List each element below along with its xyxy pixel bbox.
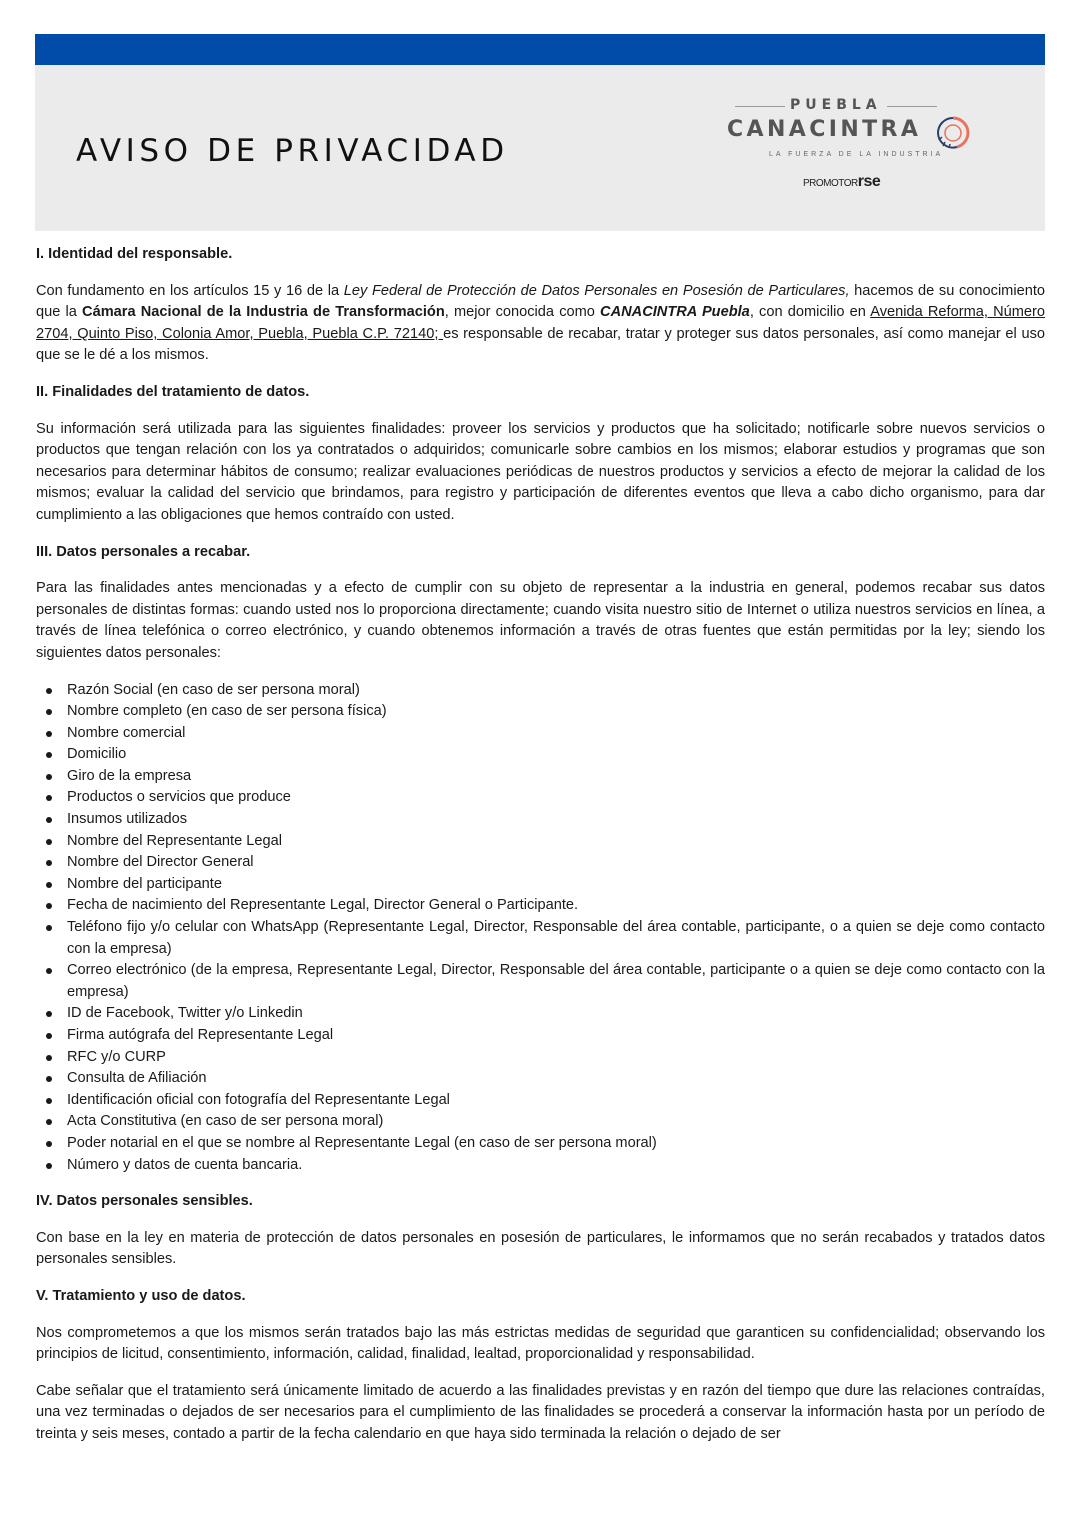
section-heading: V. Tratamiento y uso de datos. [36,1287,246,1304]
list-item-text: RFC y/o CURP [67,1048,166,1065]
bullet-icon [46,882,52,888]
list-item [36,1003,1045,1025]
bullet-icon [46,1076,52,1082]
list-item [36,766,1045,788]
bullet-icon [46,774,52,780]
header-accent-bar [35,34,1045,65]
bullet-icon [46,795,52,801]
bullet-icon [46,1119,52,1125]
bullet-icon [46,860,52,866]
list-item [36,1047,1045,1069]
paragraph: Con base en la ley en materia de protección de datos personales en posesión de particulares, le informamos que no serán recabados y tratados datos personales sensibles. [36,1229,1045,1268]
page-title: AVISO DE PRIVACIDAD [76,133,509,169]
list-item [36,680,1045,702]
address: Avenida Reforma, Número 2704, Quinto Piso, Colonia Amor, Puebla, Puebla C.P. 72140; [36,304,1045,342]
document-header [35,65,1045,231]
document-body [36,244,1045,1461]
list-item-text: Identificación oficial con fotografía del Representante Legal [67,1091,450,1108]
list-item-text: Nombre completo (en caso de ser persona física) [67,703,387,720]
section-heading: II. Finalidades del tratamiento de datos. [36,383,310,400]
paragraph: Para las finalidades antes mencionadas y a efecto de cumplir con su objeto de representar a la industria en general, podemos recabar sus datos personales de distintas formas: cuando usted nos lo proporciona directamente; cuando visita nuestro sitio de Internet o utiliza nuestros servicios en línea, a través de línea telefónica o correo electrónico, y cuando obtenemos información a través de otras fuentes que están permitidas por la ley; siendo los siguientes datos personales: [36,580,1045,661]
bullet-icon [46,817,52,823]
list-item [36,1133,1045,1155]
list-item [36,895,1045,917]
list-item-text: Teléfono fijo y/o celular con WhatsApp (Representante Legal, Director, Responsable del área contable, participante, o a quien se deje como contacto con la empresa) [67,919,1045,957]
logo-tagline: LA FUERZA DE LA INDUSTRIA [769,151,944,158]
text-run: es responsable de recabar, tratar y proteger sus datos personales, así como manejar el uso que se le dé a los mismos. [36,325,1046,364]
text-run: hacemos de su conocimiento que la [36,282,1045,321]
list-item [36,874,1045,896]
list-item-text: Número y datos de cuenta bancaria. [67,1156,303,1173]
promotor-prefix: PROMOTOR [803,178,858,189]
list-item [36,1090,1045,1112]
list-item [36,744,1045,766]
list-item [36,1155,1045,1177]
paragraph [36,281,1045,367]
list-item-text: ID de Facebook, Twitter y/o Linkedin [67,1005,303,1022]
list-item-text: Correo electrónico (de la empresa, Representante Legal, Director, Responsable del área contable, participante o a quien se deje como contacto con la empresa) [67,962,1045,1000]
bullet-icon [46,709,52,715]
paragraph: Cabe señalar que el tratamiento será únicamente limitado de acuerdo a las finalidades previstas y en razón del tiempo que dure las relaciones contraídas, una vez terminadas o dejados de ser necesarios para el cumplimiento de las finalidades se procederá a conservar la información hasta por un período de treinta y seis meses, contado a partir de la fecha calendario en que haya sido terminada la relación o dejado de ser [36,1382,1045,1442]
list-item-text: Consulta de Afiliación [67,1070,207,1087]
list-item-text: Fecha de nacimiento del Representante Legal, Director General o Participante. [67,897,579,914]
list-item [36,1025,1045,1047]
list-item-text: Nombre comercial [67,724,186,741]
list-item-text: Acta Constitutiva (en caso de ser persona moral) [67,1113,384,1130]
list-item [36,723,1045,745]
section-datos-sensibles [36,1191,1045,1271]
list-item [36,831,1045,853]
logo-rule-right [887,106,937,107]
list-item-text: Poder notarial en el que se nombre al Representante Legal (en caso de ser persona moral) [67,1134,657,1151]
list-item-text: Nombre del participante [67,875,222,892]
paragraph: Nos comprometemos a que los mismos serán tratados bajo las más estrictas medidas de seguridad que garanticen su confidencialidad; observando los principios de licitud, consentimiento, información, calidad, finalidad, lealtad, proporcionalidad y responsabilidad. [36,1324,1045,1363]
section-finalidades [36,382,1045,527]
list-item [36,960,1045,1003]
text-run: , con domicilio en [749,304,871,321]
list-item [36,809,1045,831]
section-heading: I. Identidad del responsable. [36,246,233,262]
list-item [36,917,1045,960]
bullet-icon [46,731,52,737]
section-tratamiento [36,1286,1045,1446]
promotor-suffix: rse [857,173,881,190]
canacintra-logo [725,95,975,205]
bullet-icon [46,1098,52,1104]
bullet-icon [46,752,52,758]
section-identidad [36,244,1045,367]
section-heading: III. Datos personales a recabar. [36,543,251,560]
list-item [36,787,1045,809]
bullet-icon [46,968,52,974]
gear-emblem-icon [935,115,971,151]
list-item [36,701,1045,723]
logo-puebla-text: PUEBLA [790,97,882,113]
list-item [36,1111,1045,1133]
list-item-text: Productos o servicios que produce [67,789,291,806]
list-item [36,852,1045,874]
organization-short-name: CANACINTRA Puebla [600,304,750,321]
list-item-text: Nombre del Representante Legal [67,832,282,849]
section-datos-recabar [36,542,1045,1177]
bullet-icon [46,1163,52,1169]
logo-name-text: CANACINTRA [727,117,922,142]
list-item-text: Razón Social (en caso de ser persona moral) [67,681,360,698]
bullet-icon [46,688,52,694]
law-name: Ley Federal de Protección de Datos Personales en Posesión de Particulares, [343,282,850,299]
text-run: Con fundamento en los artículos 15 y 16 de la [36,282,344,299]
list-item-text: Nombre del Director General [67,854,254,871]
list-item-text: Giro de la empresa [67,767,192,784]
personal-data-list [36,680,1045,1177]
section-heading: IV. Datos personales sensibles. [36,1193,253,1210]
bullet-icon [46,1141,52,1147]
bullet-icon [46,1055,52,1061]
bullet-icon [46,903,52,909]
list-item-text: Insumos utilizados [67,811,188,828]
bullet-icon [46,1011,52,1017]
list-item-text: Firma autógrafa del Representante Legal [67,1027,334,1043]
promotor-rse-logo [803,173,880,191]
logo-rule-left [735,106,785,107]
bullet-icon [46,925,52,931]
organization-name: Cámara Nacional de la Industria de Transformación [82,304,445,321]
bullet-icon [46,839,52,845]
bullet-icon [46,1033,52,1039]
list-item [36,1068,1045,1090]
text-run: , mejor conocida como [444,304,601,321]
paragraph: Su información será utilizada para las siguientes finalidades: proveer los servicios y productos que ha solicitado; notificarle sobre nuevos servicios o productos que tengan relación con los ya contratados o adquiridos; comunicarle sobre cambios en los mismos; elaborar estudios y programas que son necesarios para determinar hábitos de consumo; realizar evaluaciones periódicas de nuestros productos y servicios a efecto de mejorar la calidad de los mismos; evaluar la calidad del servicio que brindamos, para registro y participación de diferentes eventos que lleva a cabo dicho organismo, para dar cumplimiento a las obligaciones que hemos contraído con usted. [36,420,1045,523]
list-item-text: Domicilio [67,746,127,763]
